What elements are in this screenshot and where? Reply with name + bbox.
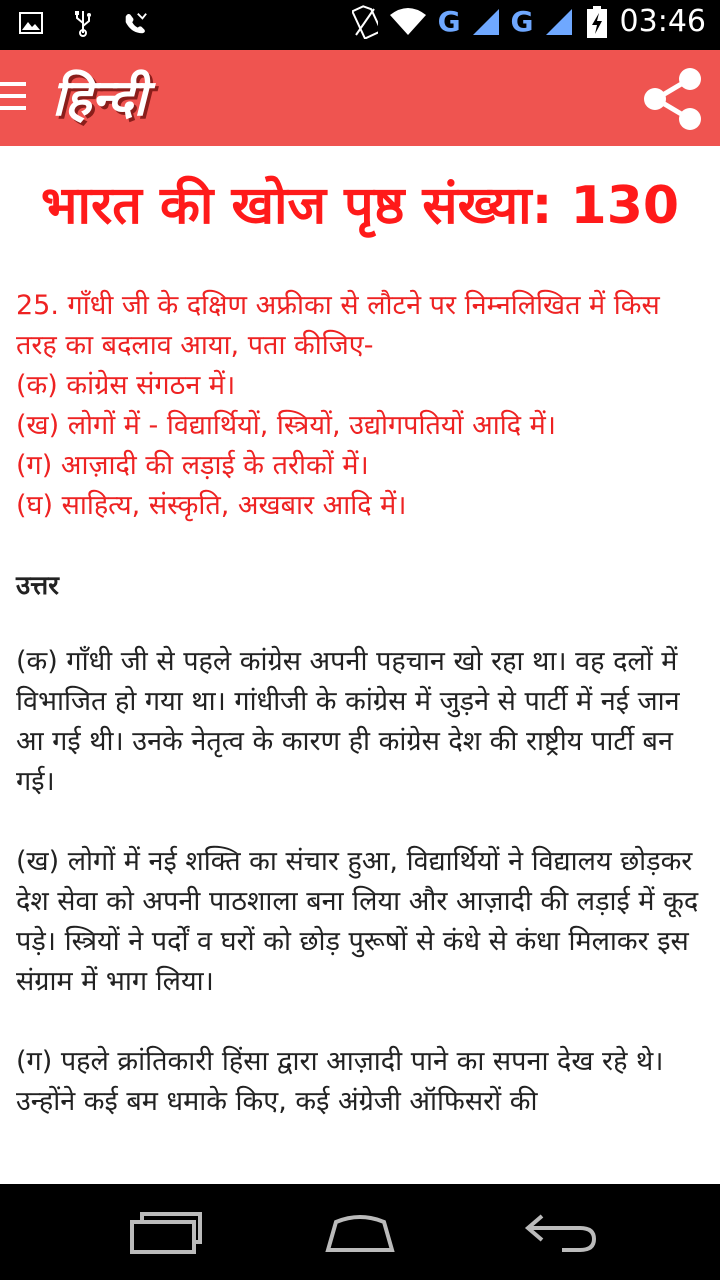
image-icon — [18, 10, 44, 36]
answer-heading: उत्तर — [16, 571, 59, 601]
status-time: 03:46 — [619, 4, 706, 39]
missed-call-icon — [122, 10, 148, 36]
question-option: (ख) लोगों में - विद्यार्थियों, स्त्रियों, उद्योगपतियों आदि में। — [16, 410, 556, 441]
question-option: (क) कांग्रेस संगठन में। — [16, 370, 236, 401]
signal-icon — [544, 9, 574, 35]
question-option: (घ) साहित्य, संस्कृति, अखबार आदि में। — [16, 490, 407, 521]
page-title: भारत की खोज पृष्ठ संख्या: 130 — [40, 176, 680, 236]
network-type-label: G — [510, 5, 534, 38]
home-icon[interactable] — [320, 1206, 400, 1258]
wifi-icon — [388, 9, 428, 35]
no-sim-icon — [352, 9, 378, 35]
usb-icon — [70, 10, 96, 36]
share-icon[interactable] — [640, 66, 706, 132]
menu-icon[interactable] — [0, 82, 26, 116]
status-bar — [0, 0, 720, 50]
question-option: (ग) आज़ादी की लड़ाई के तरीकों में। — [16, 450, 369, 481]
back-icon[interactable] — [522, 1206, 602, 1258]
network-type-label: G — [437, 5, 461, 38]
app-bar — [0, 50, 720, 146]
recent-apps-icon[interactable] — [124, 1206, 204, 1258]
answer-paragraph: (ख) लोगों में नई शक्ति का संचार हुआ, विद्यार्थियों ने विद्यालय छोड़कर देश सेवा को अपनी पाठशाला बना लिया और आज़ादी की लड़ाई में कूद पड़े। स्त्रियों ने पर्दों व घरों को छोड़ पुरूषों से कंधे से कंधा मिलाकर इस संग्राम में भाग लिया। — [16, 846, 699, 997]
app-title: हिन्दी — [52, 68, 147, 127]
answer-paragraph: (क) गाँधी जी से पहले कांग्रेस अपनी पहचान खो रहा था। वह दलों में विभाजित हो गया था। गांधीजी के कांग्रेस में जुड़ने से पार्टी में नई जान आ गई थी। उनके नेतृत्व के कारण ही कांग्रेस देश की राष्ट्रीय पार्टी बन गई। — [16, 646, 680, 797]
question-block — [16, 286, 704, 526]
signal-icon — [471, 9, 501, 35]
navigation-bar — [0, 1184, 720, 1280]
content-area[interactable] — [0, 146, 720, 1184]
battery-charging-icon — [584, 9, 610, 35]
question-text: 25. गाँधी जी के दक्षिण अफ्रीका से लौटने पर निम्नलिखित में किस तरह का बदलाव आया, पता कीजिए- — [16, 290, 660, 361]
answer-paragraph: (ग) पहले क्रांतिकारी हिंसा द्वारा आज़ादी पाने का सपना देख रहे थे। उन्होंने कई बम धमाके किए, कई अंग्रेजी ऑफिसरों की — [16, 1046, 664, 1117]
